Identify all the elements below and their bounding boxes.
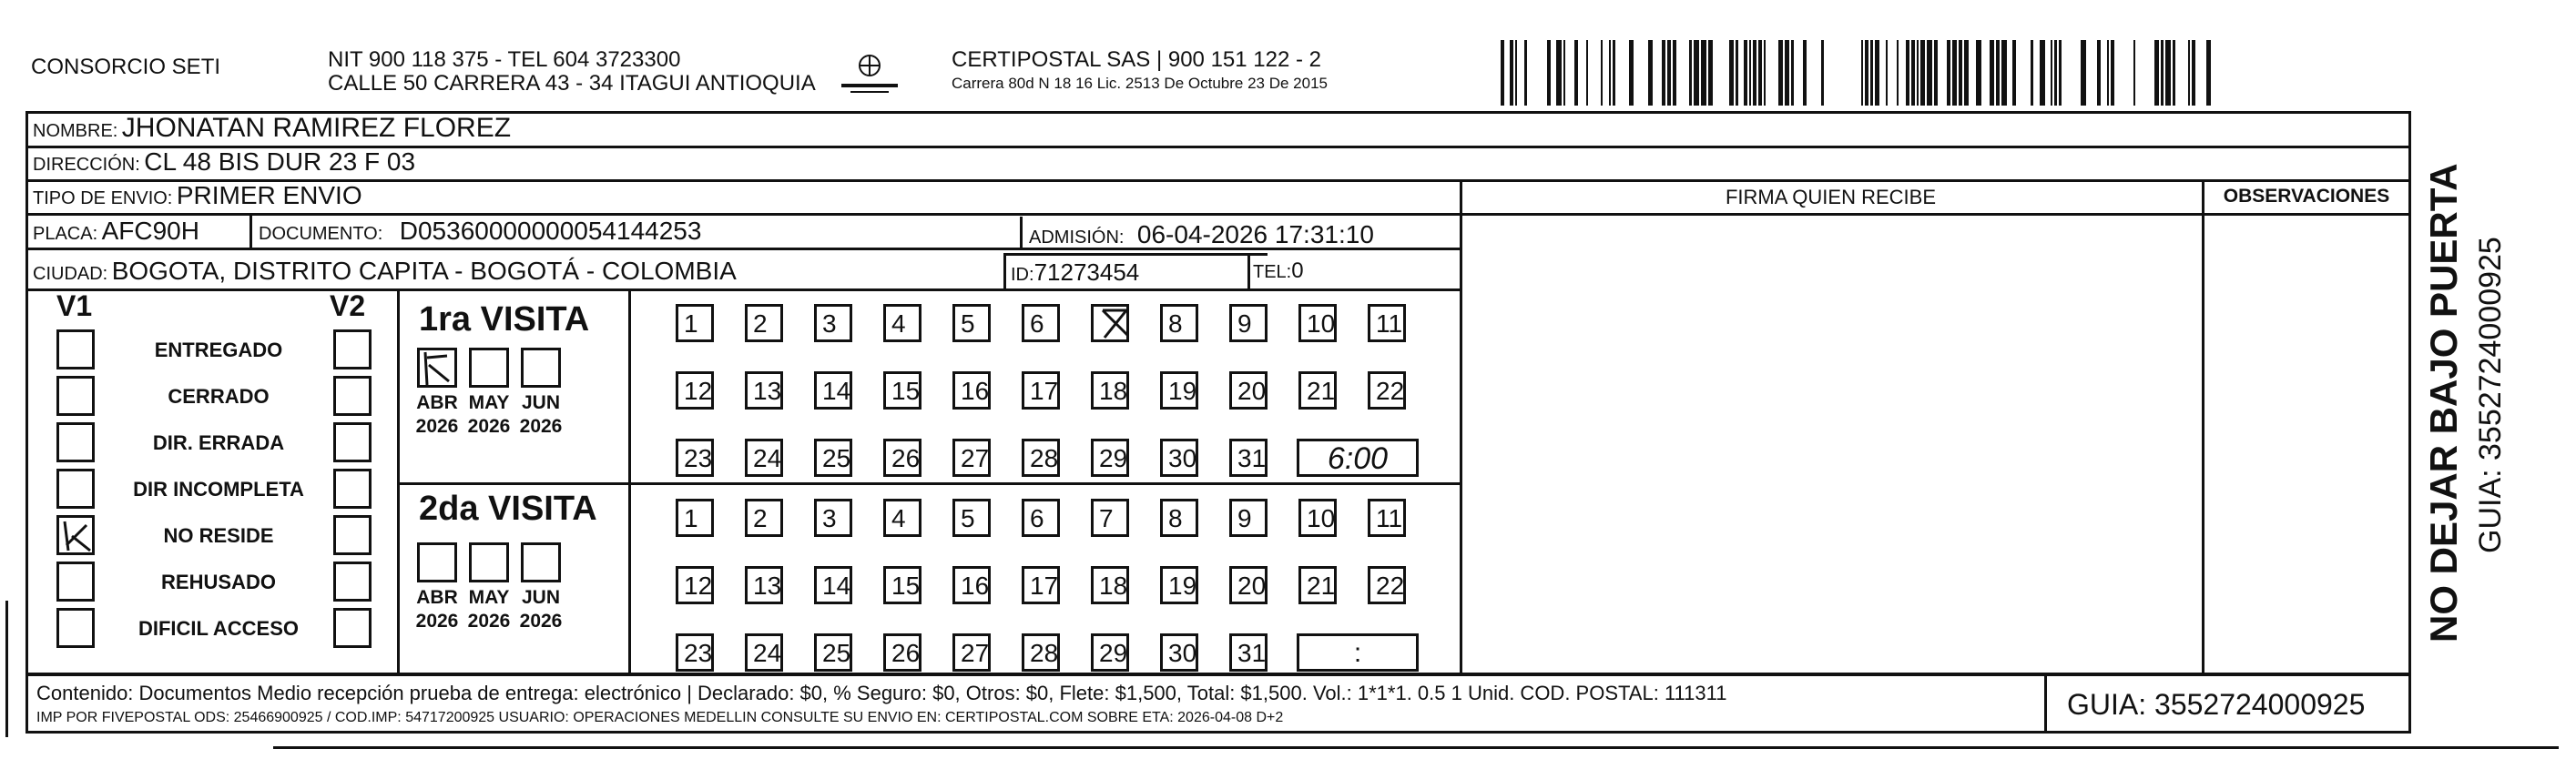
- second-visit-day-cell[interactable]: 26: [883, 633, 921, 672]
- second-visit-time-field[interactable]: :: [1297, 633, 1419, 672]
- first-visit-day-cell[interactable]: 10: [1298, 304, 1337, 342]
- first-visit-month-checkbox[interactable]: [521, 348, 561, 388]
- first-visit-day-cell[interactable]: 9: [1229, 304, 1268, 342]
- second-visit-month-label: JUN 2026: [519, 587, 563, 632]
- first-visit-day-cell[interactable]: 5: [952, 304, 991, 342]
- first-visit-day-cell[interactable]: 4: [883, 304, 921, 342]
- second-visit-day-cell[interactable]: 13: [745, 566, 783, 604]
- v1-checkbox[interactable]: [56, 562, 95, 602]
- second-visit-day-cell[interactable]: 6: [1022, 499, 1060, 537]
- first-visit-day-cell[interactable]: 25: [814, 439, 852, 477]
- second-visit-month-checkbox[interactable]: [469, 542, 509, 582]
- second-visit-day-cell[interactable]: 12: [676, 566, 714, 604]
- nombre-row: NOMBRE: JHONATAN RAMIREZ FLOREZ: [33, 113, 512, 143]
- v2-checkbox[interactable]: [333, 562, 372, 602]
- firma-header: FIRMA QUIEN RECIBE: [1725, 186, 1937, 208]
- second-visit-day-cell[interactable]: 28: [1022, 633, 1060, 672]
- second-visit-day-cell[interactable]: 24: [745, 633, 783, 672]
- v1-checkbox[interactable]: [56, 376, 95, 416]
- nit-line: NIT 900 118 375 - TEL 604 3723300: [328, 47, 681, 72]
- v2-header: V2: [330, 289, 366, 322]
- first-visit-day-cell[interactable]: 3: [814, 304, 852, 342]
- second-visit-day-cell[interactable]: 3: [814, 499, 852, 537]
- second-visit-month-checkbox[interactable]: [417, 542, 457, 582]
- second-visit-day-cell[interactable]: 29: [1091, 633, 1129, 672]
- second-visit-day-cell[interactable]: 15: [883, 566, 921, 604]
- v2-checkbox[interactable]: [333, 422, 372, 462]
- first-visit-day-cell[interactable]: 11: [1368, 304, 1406, 342]
- first-visit-day-cell[interactable]: 29: [1091, 439, 1129, 477]
- first-visit-day-cell[interactable]: 17: [1022, 371, 1060, 410]
- second-visit-day-cell[interactable]: 27: [952, 633, 991, 672]
- v1-header: V1: [56, 289, 93, 322]
- ciudad-value: BOGOTA, DISTRITO CAPITA - BOGOTÁ - COLOMBIA: [111, 257, 737, 285]
- second-visit-day-cell[interactable]: 23: [676, 633, 714, 672]
- v1-checkbox[interactable]: [56, 608, 95, 648]
- first-visit-time-field[interactable]: 6:00: [1297, 439, 1419, 477]
- shipment-type: PRIMER ENVIO: [176, 181, 362, 209]
- first-visit-month-label: ABR 2026: [415, 392, 459, 437]
- first-visit-day-cell[interactable]: [1091, 304, 1129, 342]
- status-option-label: CERRADO: [168, 385, 270, 408]
- first-visit-day-cell[interactable]: 13: [745, 371, 783, 410]
- handwritten-check-icon: [59, 518, 94, 554]
- first-visit-day-cell[interactable]: 18: [1091, 371, 1129, 410]
- documento-row: DOCUMENTO: D05360000000054144253: [259, 217, 702, 245]
- imp-text: IMP POR FIVEPOSTAL ODS: 25466900925 / COD.IMP: 54717200925 USUARIO: OPERACIONES MEDELLIN CONSULTE SU ENVIO EN: CERTIPOSTAL.COM SOBRE ETA: 2026-04-08 D+2: [36, 710, 1284, 725]
- admision-value: 06-04-2026 17:31:10: [1136, 220, 1374, 248]
- certipostal-line1: CERTIPOSTAL SAS | 900 151 122 - 2: [952, 47, 1321, 72]
- contenido-text: Contenido: Documentos Medio recepción prueba de entrega: electrónico | Declarado: $0, % Seguro: $0, Otros: $0, Flete: $1,500, Total: $1,500. Vol.: 1*1*1. 0.5 1 Unid. COD. POSTAL: 111311: [36, 682, 1727, 704]
- certipostal-logo-icon: [838, 46, 901, 98]
- second-visit-day-cell[interactable]: 30: [1160, 633, 1198, 672]
- second-visit-day-cell[interactable]: 19: [1160, 566, 1198, 604]
- handwritten-check-icon: [420, 350, 456, 387]
- second-visit-day-cell[interactable]: 4: [883, 499, 921, 537]
- documento-value: D05360000000054144253: [399, 217, 702, 245]
- second-visit-day-cell[interactable]: 16: [952, 566, 991, 604]
- company-name: CONSORCIO SETI: [31, 55, 221, 79]
- status-option-label: DIFICIL ACCESO: [137, 617, 299, 640]
- status-option-label: DIR INCOMPLETA: [133, 478, 304, 501]
- v1-checkbox[interactable]: [56, 515, 95, 555]
- second-visit-day-cell[interactable]: 5: [952, 499, 991, 537]
- first-visit-day-cell[interactable]: 26: [883, 439, 921, 477]
- first-visit-month-label: MAY 2026: [467, 392, 511, 437]
- second-visit-day-cell[interactable]: 31: [1229, 633, 1268, 672]
- status-option-label: DIR. ERRADA: [152, 431, 285, 454]
- placa-row: PLACA: AFC90H: [33, 217, 199, 245]
- first-visit-day-cell[interactable]: 24: [745, 439, 783, 477]
- v1-checkbox[interactable]: [56, 422, 95, 462]
- first-visit-day-cell[interactable]: 20: [1229, 371, 1268, 410]
- first-visit-month-checkbox[interactable]: [469, 348, 509, 388]
- v2-checkbox[interactable]: [333, 608, 372, 648]
- first-visit-title: 1ra VISITA: [419, 300, 590, 339]
- first-visit-day-cell[interactable]: 21: [1298, 371, 1337, 410]
- tel-value: 0: [1291, 258, 1304, 283]
- first-visit-day-cell[interactable]: 1: [676, 304, 714, 342]
- placa-value: AFC90H: [101, 217, 199, 245]
- second-visit-day-cell[interactable]: 22: [1368, 566, 1406, 604]
- first-visit-day-cell[interactable]: 14: [814, 371, 852, 410]
- admision-row: ADMISIÓN: 06-04-2026 17:31:10: [1029, 220, 1374, 248]
- first-visit-day-cell[interactable]: 30: [1160, 439, 1198, 477]
- second-visit-day-cell[interactable]: 14: [814, 566, 852, 604]
- side-warning: NO DEJAR BAJO PUERTA: [2422, 163, 2465, 643]
- second-visit-day-cell[interactable]: 20: [1229, 566, 1268, 604]
- v1-checkbox[interactable]: [56, 329, 95, 369]
- v2-checkbox[interactable]: [333, 376, 372, 416]
- id-row: ID:71273454: [1011, 258, 1140, 286]
- second-visit-title: 2da VISITA: [419, 490, 597, 528]
- second-visit-day-cell[interactable]: 17: [1022, 566, 1060, 604]
- first-visit-day-cell[interactable]: 6: [1022, 304, 1060, 342]
- first-visit-day-cell[interactable]: 2: [745, 304, 783, 342]
- address-line: CALLE 50 CARRERA 43 - 34 ITAGUI ANTIOQUIA: [328, 71, 816, 96]
- tel-row: TEL:0: [1253, 258, 1304, 283]
- second-visit-day-cell[interactable]: 21: [1298, 566, 1337, 604]
- first-visit-month-label: JUN 2026: [519, 392, 563, 437]
- first-visit-day-cell[interactable]: 12: [676, 371, 714, 410]
- second-visit-day-cell[interactable]: 25: [814, 633, 852, 672]
- certipostal-line2: Carrera 80d N 18 16 Lic. 2513 De Octubre 23 De 2015: [952, 75, 1328, 92]
- first-visit-day-cell[interactable]: 23: [676, 439, 714, 477]
- first-visit-day-cell[interactable]: 22: [1368, 371, 1406, 410]
- second-visit-day-cell[interactable]: 18: [1091, 566, 1129, 604]
- recipient-name: JHONATAN RAMIREZ FLOREZ: [121, 113, 512, 143]
- status-option-label: REHUSADO: [161, 571, 276, 593]
- v2-checkbox[interactable]: [333, 515, 372, 555]
- first-visit-day-cell[interactable]: 31: [1229, 439, 1268, 477]
- first-visit-month-checkbox[interactable]: [417, 348, 457, 388]
- first-visit-day-cell[interactable]: 15: [883, 371, 921, 410]
- recipient-address: CL 48 BIS DUR 23 F 03: [144, 147, 416, 176]
- second-visit-day-cell[interactable]: 9: [1229, 499, 1268, 537]
- second-visit-month-label: MAY 2026: [467, 587, 511, 632]
- footer-guia: GUIA: 3552724000925: [2067, 688, 2366, 721]
- side-guia: GUIA: 3552724000925: [2473, 237, 2508, 553]
- second-visit-day-cell[interactable]: 7: [1091, 499, 1129, 537]
- second-visit-day-cell[interactable]: 2: [745, 499, 783, 537]
- v2-checkbox[interactable]: [333, 469, 372, 509]
- ciudad-row: CIUDAD: BOGOTA, DISTRITO CAPITA - BOGOTÁ - COLOMBIA: [33, 257, 737, 285]
- observaciones-header: OBSERVACIONES: [2223, 186, 2390, 207]
- v2-checkbox[interactable]: [333, 329, 372, 369]
- second-visit-day-cell[interactable]: 10: [1298, 499, 1337, 537]
- first-visit-day-cell[interactable]: 27: [952, 439, 991, 477]
- tipo-row: TIPO DE ENVIO: PRIMER ENVIO: [33, 181, 362, 209]
- second-visit-day-cell[interactable]: 8: [1160, 499, 1198, 537]
- second-visit-month-label: ABR 2026: [415, 587, 459, 632]
- id-value: 71273454: [1033, 258, 1140, 286]
- status-option-label: NO RESIDE: [163, 524, 274, 547]
- second-visit-month-checkbox[interactable]: [521, 542, 561, 582]
- first-visit-day-cell[interactable]: 19: [1160, 371, 1198, 410]
- first-visit-day-cell[interactable]: 28: [1022, 439, 1060, 477]
- v1-checkbox[interactable]: [56, 469, 95, 509]
- barcode-icon: [1501, 40, 2211, 106]
- first-visit-day-cell[interactable]: 16: [952, 371, 991, 410]
- first-visit-day-cell[interactable]: 8: [1160, 304, 1198, 342]
- direccion-row: DIRECCIÓN: CL 48 BIS DUR 23 F 03: [33, 147, 416, 176]
- status-option-label: ENTREGADO: [154, 339, 283, 361]
- second-visit-day-cell[interactable]: 11: [1368, 499, 1406, 537]
- handwritten-check-icon: [1099, 307, 1132, 339]
- second-visit-day-cell[interactable]: 1: [676, 499, 714, 537]
